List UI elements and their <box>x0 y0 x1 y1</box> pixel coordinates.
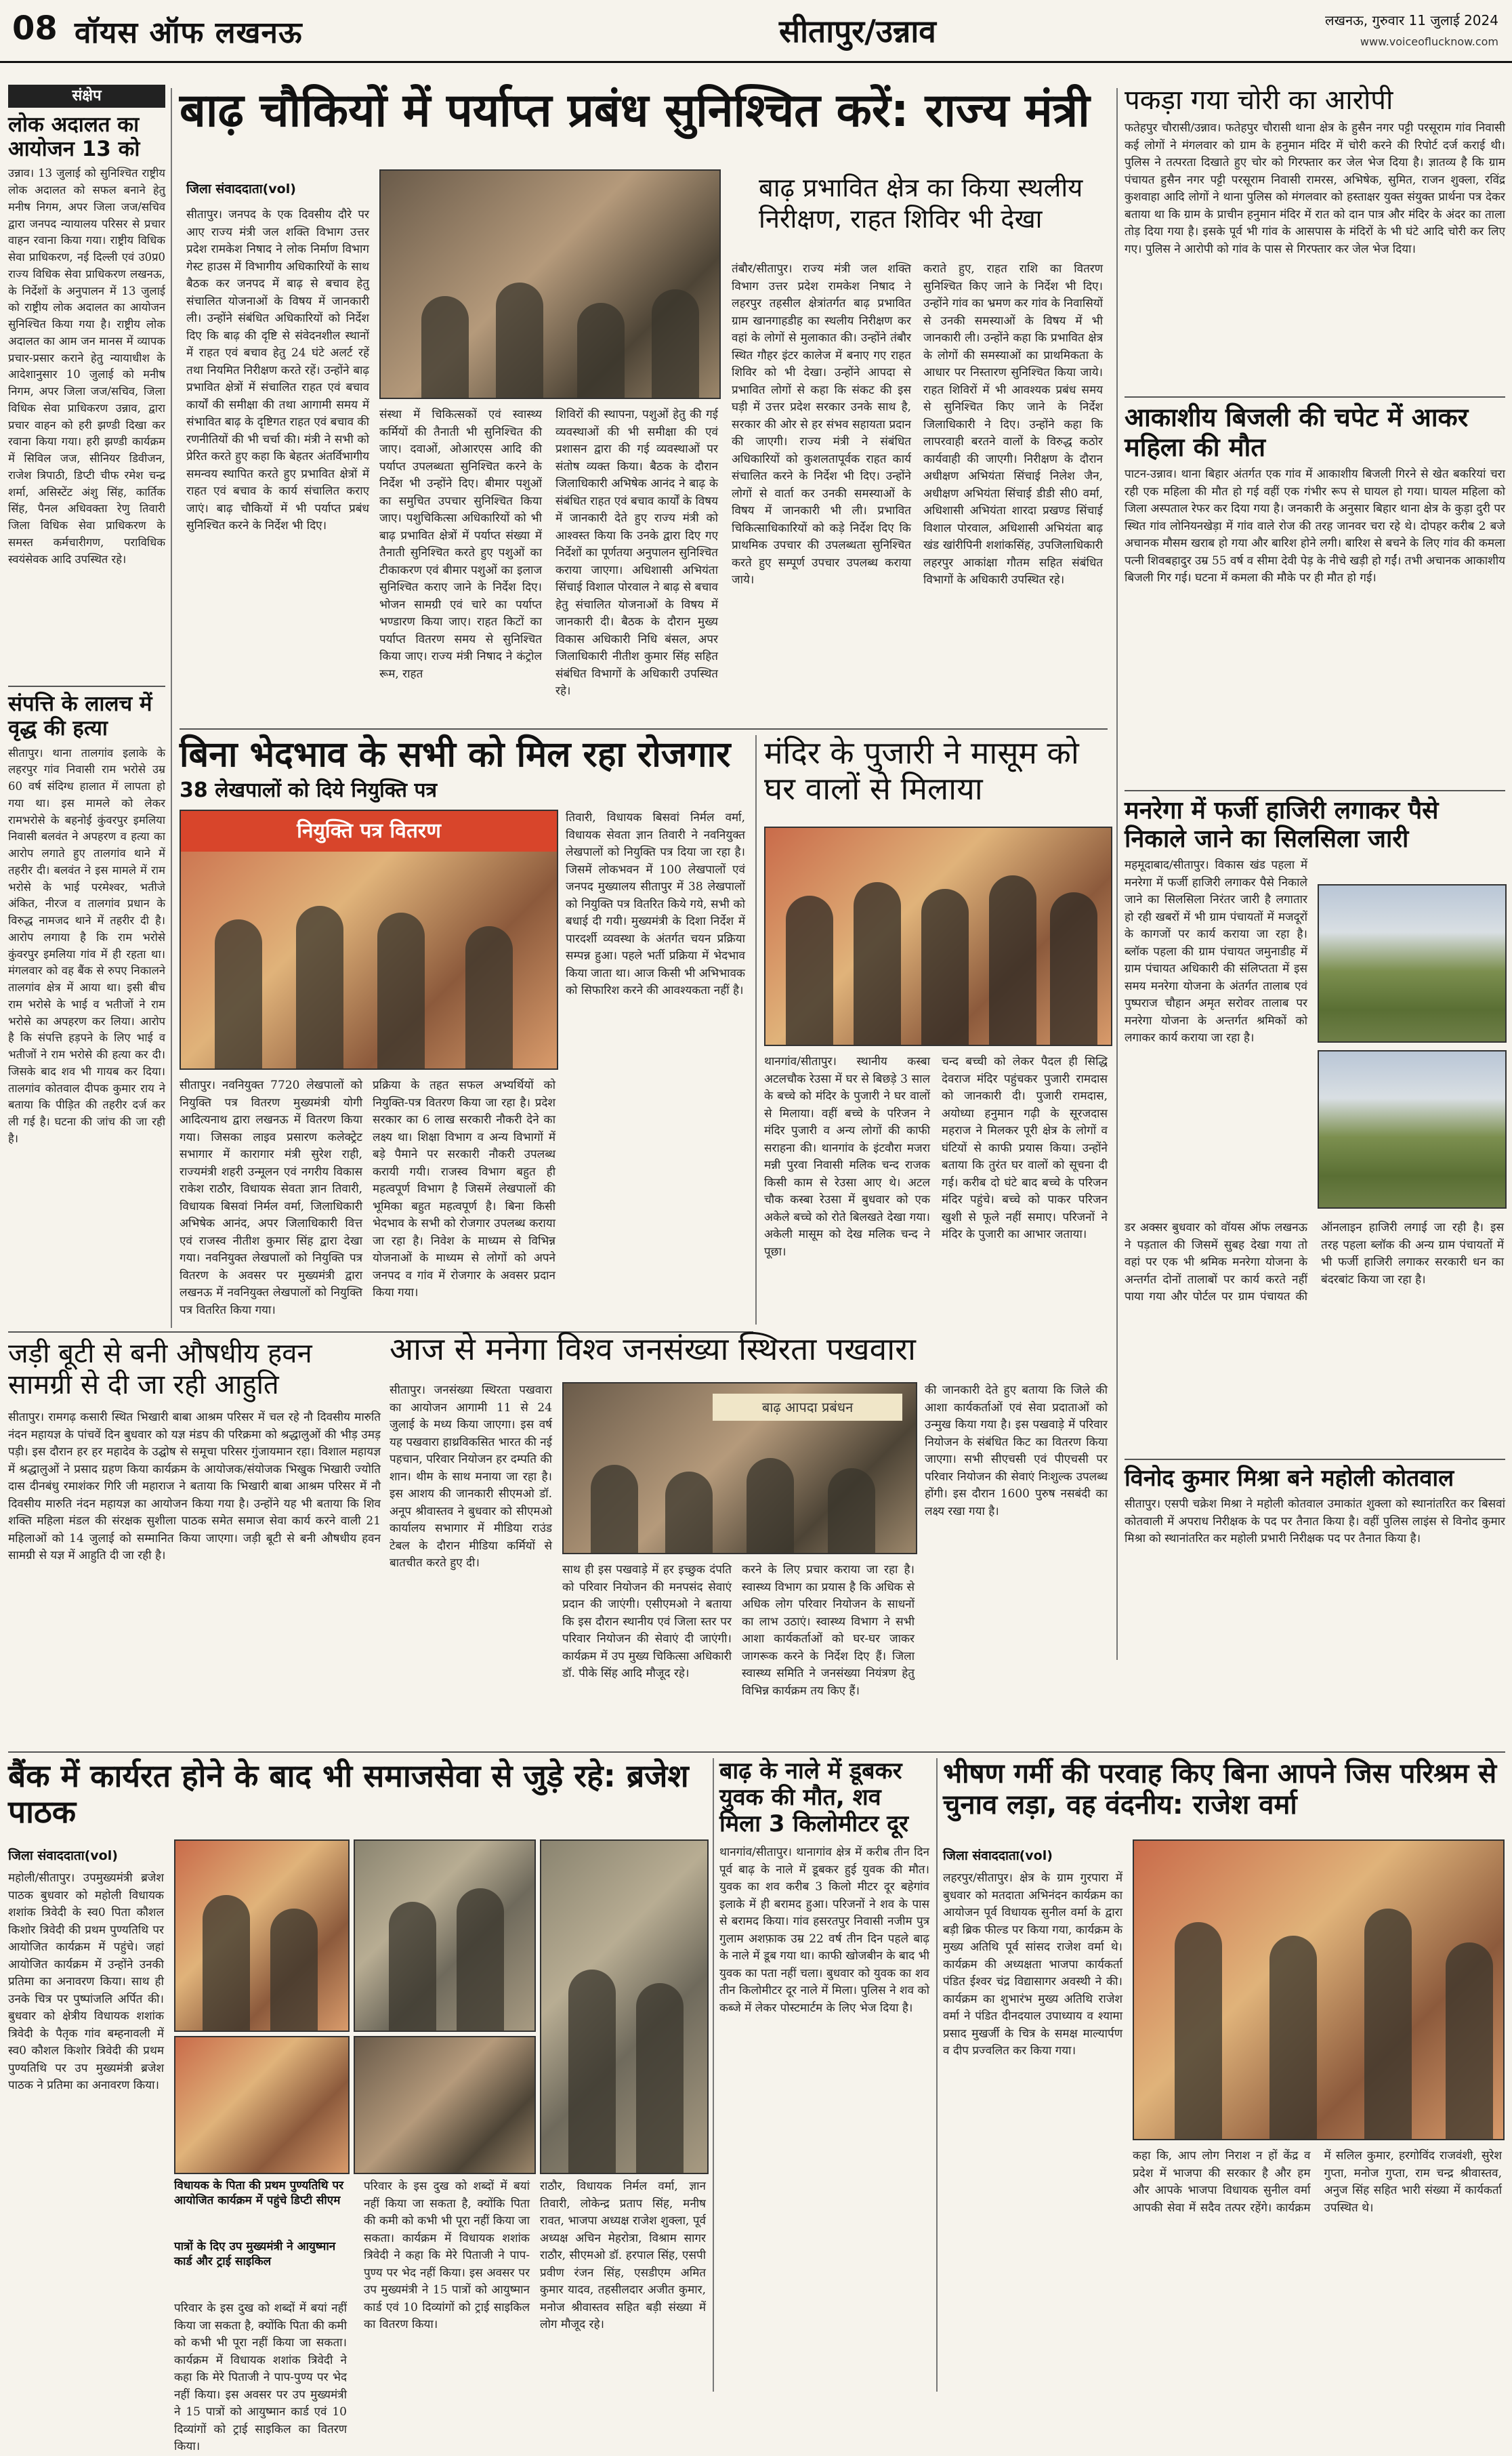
person-figure <box>577 303 625 398</box>
sankshep-label: संक्षेप <box>8 85 165 108</box>
mnrega-headline: मनरेगा में फर्जी हाजिरी लगाकर पैसे निकाले जाने का सिलसिला जारी <box>1125 797 1439 853</box>
priest-story <box>764 735 1110 1325</box>
person-figure <box>1269 1936 1317 2139</box>
person-figure <box>591 1465 638 1553</box>
section-name: सीतापुर/उन्नाव <box>779 13 936 49</box>
column-rule <box>713 1758 714 2392</box>
seminar-photo <box>562 1382 917 1554</box>
bank-photo <box>174 2036 350 2174</box>
person-figure <box>786 896 833 1045</box>
brief-headline: लोक अदालत का आयोजन 13 को <box>8 112 140 161</box>
heat-headline: भीषण गर्मी की परवाह किए बिना आपने जिस परिश्रम से चुनाव लड़ा, वह वंदनीय: राजेश वर्मा <box>943 1758 1497 1820</box>
bank-col-2b: परिवार के इस दुख को शब्दों में बयां नहीं किया जा सकता है, क्योंकि पिता की कमी को कभी भी पूरा नहीं किया जा सकता। कार्यक्रम में विधायक शशांक त्रिवेदी ने कहा कि मेरे पिताजी ने पाप-पुण्य पर भेद नहीं किया। इस अवसर पर उप मुख्यमंत्री ने 15 पात्रों को आयुष्मान कार्ड एवं 10 दिव्यांगों को ट्राई साइकिल का वितरण किया। <box>364 2180 530 2331</box>
person-figure <box>1050 892 1097 1045</box>
person-figure <box>296 906 343 1068</box>
jobs-subhead: 38 लेखपालों को दिये नियुक्ति पत्र <box>180 778 438 802</box>
divider <box>1125 790 1505 791</box>
byline: जिला संवाददाता(vol) <box>186 182 296 196</box>
right-column <box>1125 85 1505 1657</box>
bank-col-2: परिवार के इस दुख को शब्दों में बयां नहीं किया जा सकता है, क्योंकि पिता की कमी को कभी भी पूरा नहीं किया जा सकता। कार्यक्रम में विधायक शशांक त्रिवेदी ने कहा कि मेरे पिताजी ने पाप-पुण्य पर भेद नहीं किया। इस अवसर पर उप मुख्यमंत्री ने 15 पात्रों को आयुष्मान कार्ड एवं 10 दिव्यांगों को ट्राई साइकिल का वितरण किया। <box>174 2302 347 2453</box>
herbs-body: सीतापुर। रामगढ़ कसारी स्थित भिखारी बाबा आश्रम परिसर में चल रहे नौ दिवसीय मारुति नंदन महायज्ञ के पांचवें दिन बुधवार को यज्ञ मंडप की परिक्रमा को श्रद्धालुओं की भीड़ उमड़ पड़ी। इस दौरान हर हर महादेव के उद्घोष से समूचा परिसर गुंजायमान रहा। विशाल महायज्ञ में श्रद्धालुओं ने प्रसाद ग्रहण किया कार्यक्रम के आयोजक/संयोजक भिखुक भिखारी ज्योति दास दीनबंधु रमाशंकर गिरि जी महाराज ने बताया कि भिखारी बाबा आश्रम परिसर में नौ दिवसीय मारुति नंदन महायज्ञ का आयोजन किया गया है। उन्होंने यह भी बताया कि शिव शक्ति महिला मंडल की संरक्षक सुशीला पाठक समेत समाज सेवा कार्य करने वाली 21 महिलाओं को 14 जुलाई को सम्मानित किया जाएगा। जड़ी बूटी से बनी औषधीय हवन सामग्री से यज्ञ में आहुति दी जा रही है। <box>8 1411 381 1562</box>
population-story <box>390 1331 1111 1745</box>
page-number: 08 <box>12 9 58 47</box>
masthead <box>0 0 1512 63</box>
person-figure <box>496 283 543 398</box>
brief-headline: संपत्ति के लालच में वृद्ध की हत्या <box>8 692 152 741</box>
heat-photo <box>1133 1839 1505 2140</box>
thief-headline: पकड़ा गया चोरी का आरोपी <box>1125 85 1393 116</box>
kotwal-body: सीतापुर। एसपी चक्रेश मिश्रा ने महोली कोतवाल उमाकांत शुक्ला को स्थानांतरित कर बिसवां कोतवाली में अपराध निरीक्षक के पद पर तैनात किया है। वहीं पुलिस लाइंस से विनोद कुमार मिश्रा को स्थानांतरित कर महोली प्रभारी निरीक्षक पद पर तैनात किया है। <box>1125 1497 1505 1546</box>
person-figure <box>270 1909 318 2031</box>
column-rule <box>1116 88 1118 1660</box>
person-figure <box>377 913 425 1068</box>
brief-body: सीतापुर। थाना तालगांव इलाके के लहरपुर गांव निवासी राम भरोसे उम्र 60 वर्ष संदिग्ध हालात में लापता हो गया था। इस मामले को लेकर रामभरोसे के बहनोई कुंवरपुर इमलिया निवासी बलवंत ने अपहरण व हत्या का आरोप लगाते हुए तालगांव थाने में तहरीर दी। बलवंत ने इस मामले में राम भरोसे के भाई परमेश्वर, भतीजे अंकित, नीरज व तालगांव प्रधान के विरुद्ध नामजद थाने में तहरीर दी है। आरोप लगाया है कि राम भरोसे कुंवरपुर इमलिया गांव में ही रहता था। मंगलवार को वह बैंक से रुपए निकालने तालगांव क्षेत्र में आया था। इसी बीच राम भरोसे के भाई व भतीजों ने राम भरोसे का अपहरण कर लिया। आरोप है कि संपत्ति हड़पने के लिए भाई व भतीजों ने राम भरोसे की हत्या कर दी। जिसके बाद शव भी गायब कर दिया। तालगांव कोतवाल दीपक कुमार राय ने बताया कि पीड़ित की तहरीर दर्ज कर ली गई है। घटना की जांच की जा रही है। <box>8 746 165 1145</box>
drown-story <box>719 1758 929 2392</box>
heat-col-1: लहरपुर/सीतापुर। क्षेत्र के ग्राम गुरपारा में बुधवार को मतदाता अभिनंदन कार्यक्रम का आयोजन पूर्व विधायक सुनील वर्मा के द्वारा बड़ी ब्रिक फील्ड पर किया गया, कार्यक्रम के मुख्य अतिथि पूर्व सांसद राजेश वर्मा थे। कार्यक्रम की अध्यक्षता भाजपा कार्यकर्ता पंडित ईश्वर चंद्र विद्यासागर अवस्थी ने की। कार्यक्रम का शुभारंभ मुख्य अतिथि राजेश वर्मा ने पंडित दीनदयाल उपाध्याय व श्यामा प्रसाद मुखर्जी के चित्र के समक्ष माल्यार्पण व दीप प्रज्वलित कर किया गया। <box>943 1871 1122 2058</box>
lead-col-2: संस्था में चिकित्सकों एवं स्वास्थ्य कर्मियों की तैनाती भी सुनिश्चित की जाए। दवाओं, ओआरएस आदि की पर्याप्त उपलब्धता सुनिश्चित करने के निर्देश भी उन्होंने दिए। बीमार पशुओं का समुचित उपचार सुनिश्चित किया जाए। पशुचिकित्सा अधिकारियों को भी बाढ़ प्रभावित क्षेत्रों में पर्याप्त संख्या में तैनाती सुनिश्चित करते हुए पशुओं का टीकाकरण एवं बीमार पशुओं का इलाज सुनिश्चित कराए जाने के निर्देश दिए। भोजन सामग्री एवं चारे का पर्याप्त भण्डारण किया जाए। राहत किटों का पर्याप्त वितरण समय से सुनिश्चित किया जाए। राज्य मंत्री निषाद ने कंट्रोल रूम, राहत <box>379 408 542 681</box>
heat-story <box>943 1758 1505 2392</box>
lead-col-5: कराते हुए, राहत राशि का वितरण सुनिश्चित किए जाने के निर्देश भी दिए। उन्होंने गांव का भ्रमण कर गांव के निवासियों से उनकी समस्याओं के विषय में भी जानकारी ली। उन्होंने कहा कि प्रभावित क्षेत्र के लोगों की समस्याओं का प्राथमिकता के आधार पर निस्तारण सुनिश्चित किया जाये। राहत शिविरों में भी आवश्यक प्रबंध समय से सुनिश्चित किए जाने के निर्देश जिलाधिकारी ने दिए। उन्होंने कहा कि लापरवाही बरतने वालों के विरुद्ध कठोर कार्यवाही की जाएगी। निरीक्षण के दौरान अधीक्षण अभियंता सिंचाई निलेश जैन, अधीक्षण अभियंता सिंचाई डीडी सी0 वर्मा, अधिशासी अभियंता शारदा प्रखण्ड सिंचाई विशाल पोरवाल, अधिशासी अभियंता बाढ़ खंड खांरीपिनी शशांकसिंह, उपजिलाधिकारी लहरपुर आकांक्षा गौतम सहित संबंधित विभागों के अधिकारी उपस्थित रहे। <box>923 262 1103 587</box>
jobs-headline: बिना भेदभाव के सभी को मिल रहा रोजगार <box>180 734 731 775</box>
column-rule <box>171 88 172 1328</box>
mnrega-block <box>1125 857 1505 1453</box>
lead-col-4: तंबौर/सीतापुर। राज्य मंत्री जल शक्ति विभाग उत्तर प्रदेश रामकेश निषाद ने लहरपुर तहसील क्षेत्रांतर्गत बाढ़ प्रभावित ग्राम खानगाहडीह का स्थलीय निरीक्षण कर वहां के लोगों से मुलाकात की। उन्होंने तंबौर स्थित गौहर इंटर कालेज में बनाए गए राहत शिविर को भी देखा। उन्होंने आपदा से प्रभावित लोगों से कहा कि संकट की इस घड़ी में उत्तर प्रदेश सरकार उनके साथ है, सरकार की ओर से हर संभव सहायता प्रदान की जाएगी। राज्य मंत्री ने संबंधित अधिकारियों को कुशलतापूर्वक राहत कार्य संचालित करने के निर्देश भी दिए। उन्होंने लोगों से वार्ता कर उनकी समस्याओं के विषय में जानकारी भी ली। प्रभावित चिकित्साधिकारियों को कड़े निर्देश दिए कि प्राथमिक उपचार की उपलब्धता सुनिश्चित करते हुए सम्पूर्ण उपचार उपलब्ध कराया जाये। <box>732 262 911 587</box>
lead-headline: बाढ़ चौकियों में पर्याप्त प्रबंध सुनिश्चित करें: राज्य मंत्री <box>180 84 1090 138</box>
person-figure <box>854 882 901 1045</box>
population-col-2: साथ ही इस पखवाड़े में हर इच्छुक दंपति को परिवार नियोजन की मनपसंद सेवाएं प्रदान की जाएंगी। एसीएमओ ने बताया कि इस दौरान स्थानीय एवं जिला स्तर पर परिवार नियोजन की सेवाएं दी जाएंगी। कार्यक्रम में उप मुख्य चिकित्सा अधिकारी डॉ. पीके सिंह आदि मौजूद रहे। <box>562 1563 732 1680</box>
jobs-col-2: प्रक्रिया के तहत सफल अभ्यर्थियों को नियुक्ति-पत्र वितरण किया जा रहा है। प्रदेश सरकार का 6 लाख सरकारी नौकरी देने का लक्ष्य था। शिक्षा विभाग व अन्य विभागों में बड़े पैमाने पर सरकारी नौकरी उपलब्ध करायी गयी। राजस्व विभाग बहुत ही महत्वपूर्ण विभाग है जिसमें लेखपालों की भूमिका बहुत महत्वपूर्ण है। बिना किसी भेदभाव के सभी को रोजगार उपलब्ध कराया जा रहा है। निवेश के माध्यम से विभिन्न योजनाओं के माध्यम से लोगों को अपने जनपद व गांव में रोजगार के अवसर प्रदान किया गया। <box>373 1079 555 1299</box>
person-figure <box>457 1888 504 2031</box>
priest-col-2: चन्द बच्ची को लेकर पैदल ही सिद्धि देवराज मंदिर पहुंचकर पुजारी रामदास को जानकारी दी। पुजारी रामदास, अयोध्या हनुमान गढ़ी के सूरजदास महराज ने मिलकर पूरी क्षेत्र के लोगों व घंटियों से काफी प्रयास किया। उन्होंने बताया कि तुरंत घर वालों को सूचना दी गई। करीब दो घंटे बाद बच्चे के परिजन मंदिर पहुंचे। बच्चे को पाकर परिजन खुशी से फूले नहीं समाए। परिजनों ने मंदिर के पुजारी का आभार जताया। <box>942 1055 1108 1241</box>
person-figure <box>421 296 469 398</box>
person-figure <box>389 1902 436 2031</box>
bank-col-1: महोली/सीतापुर। उपमुख्यमंत्री ब्रजेश पाठक बुधवार को महोली विधायक शशांक त्रिवेदी के स्व0 पिता कौशल किशोर त्रिवेदी की प्रथम पुण्यतिथि पर आयोजित कार्यक्रम में पहुंचे। जहां आयोजित कार्यक्रम में उन्होंने उनकी प्रतिमा का अनावरण किया। साथ ही उनके चित्र पर पुष्पांजलि अर्पित की। बुधवार को क्षेत्रीय विधायक शशांक त्रिवेदी के पैतृक गांव बम्हनावली में स्व0 कौशल किशोर त्रिवेदी की प्रथम पुण्यतिथि पर उप मुख्यमंत्री ब्रजेश पाठक ने प्रतिमा का अनावरण किया। <box>8 1871 164 2092</box>
byline: जिला संवाददाता(vol) <box>8 1848 118 1863</box>
bank-photo <box>354 1839 536 2032</box>
bank-headline: बैंक में कार्यरत होने के बाद भी समाजसेवा से जुड़े रहे: ब्रजेश पाठक <box>8 1757 689 1830</box>
person-figure <box>568 1970 616 2173</box>
heat-col-2: कहा कि, आप लोग निराश न हों केंद्र व प्रदेश में भाजपा की सरकार है और हम और आपके भाजपा विधायक सुनील वर्मा आपकी सेवा में सदैव तत्पर रहेंगे। कार्यक्रम में सलिल कुमार, हरगोविंद राजवंशी, सुरेश गुप्ता, मनोज गुप्ता, राम चन्द्र श्रीवास्तव, अनुज सिंह सहित भारी संख्या में कार्यकर्ता उपस्थित थे। <box>1133 2149 1502 2215</box>
photo-caption: विधायक के पिता की प्रथम पुण्यतिथि पर आयोजित कार्यक्रम में पहुंचे डिप्टी सीएम <box>174 2179 344 2208</box>
sankshep-column <box>8 85 165 1328</box>
lead-col-1: सीतापुर। जनपद के एक दिवसीय दौरे पर आए राज्य मंत्री जल शक्ति विभाग उत्तर प्रदेश रामकेश निषाद ने लोक निर्माण विभाग गेस्ट हाउस में विभागीय अधिकारियों के साथ बैठक कर जनपद में बाढ़ से बचाव हेतु संचालित योजनाओं के विषय में जानकारी ली। उन्होंने संबंधित अधिकारियों को निर्देश दिए कि बाढ़ की दृष्टि से संवेदनशील स्थानों में राहत एवं बचाव हेतु 24 घंटे अलर्ट रहें तथा नियमित निरीक्षण करते रहें। उन्होंने बाढ़ प्रभावित क्षेत्रों में संचालित राहत एवं बचाव कार्यों की समीक्षा की तथा आगामी समय में संभावित बाढ़ के दृष्टिगत राहत एवं बचाव की रणनीतियों की भी चर्चा की। मंत्री ने सभी को प्रेरित करते हुए कहा कि बेहतर अंतर्विभागीय समन्वय स्थापित करते हुए प्रभावित क्षेत्रों में राहत एवं बचाव के कार्य संचालित कराए जाएं। बाढ़ चौकियों में भी पर्याप्त प्रबंध सुनिश्चित करने के निर्देश भी दिए। <box>186 208 369 533</box>
pond-photo <box>1318 884 1507 1043</box>
lightning-headline: आकाशीय बिजली की चपेट में आकर महिला की मौत <box>1125 402 1469 462</box>
meeting-photo <box>379 169 721 399</box>
population-col-3: करने के लिए प्रचार कराया जा रहा है। स्वास्थ्य विभाग का प्रयास है कि अधिक से अधिक लोग परिवार नियोजन के साधनों का लाभ उठाएं। स्वास्थ्य विभाग ने सभी आशा कार्यकर्ताओं को घर-घर जाकर जागरूक करने के निर्देश दिए हैं। जिला स्वास्थ्य समिति ने जनसंख्या नियंत्रण हेतु विभिन्न कार्यक्रम तय किए हैं। <box>742 1563 915 1698</box>
divider <box>1125 396 1505 398</box>
bank-photo <box>174 1839 350 2032</box>
person-figure <box>652 289 699 398</box>
bank-col-3: राठौर, विधायक निर्मल वर्मा, ज्ञान तिवारी, लोकेन्द्र प्रताप सिंह, मनीष रावत, भाजपा अध्यक्ष राजेश शुक्ला, पूर्व अध्यक्ष अचिन मेहरोत्रा, विश्राम सागर राठौर, सीएमओ डॉ. हरपाल सिंह, एसपी प्रवीण रंजन सिंह, एसडीएम अमित कुमार यादव, तहसीलदार अजीत कुमार, मनोज श्रीवास्तव सहित बड़ी संख्या में लोग मौजूद रहे। <box>540 2180 706 2331</box>
lead-story <box>180 85 1108 728</box>
population-headline: आज से मनेगा विश्व जनसंख्या स्थिरता पखवारा <box>390 1331 916 1367</box>
person-figure <box>1175 1922 1222 2139</box>
person-figure <box>989 875 1036 1045</box>
person-figure <box>636 1983 684 2173</box>
person-figure <box>747 1458 794 1553</box>
jobs-col-1: सीतापुर। नवनियुक्त 7720 लेखपालों को नियुक्ति पत्र वितरण मुख्यमंत्री योगी आदित्यनाथ द्वारा लखनऊ में वितरण किया गया। जिसका लाइव प्रसारण कलेक्ट्रेट सभागार में कारागार मंत्री सुरेश राही, राज्यमंत्री शहरी उन्मूलन एवं नगरीय विकास राकेश राठौर, विधायक सेवता ज्ञान तिवारी, विधायक बिसवां निर्मल वर्मा, जिलाधिकारी अभिषेक आनंद, अपर जिलाधिकारी वित्त एवं राजस्व नीतीश कुमार सिंह द्वारा देखा गया। नवनियुक्त लेखपालों को नियुक्ति पत्र वितरण के अवसर पर मुख्यमंत्री द्वारा लखनऊ में नवनियुक्त लेखपालों को नियुक्ति पत्र वितरित किया गया। <box>180 1079 362 1317</box>
brand-name: वॉयस ऑफ लखनऊ <box>75 16 303 50</box>
divider <box>1125 1459 1505 1460</box>
person-figure <box>1446 1942 1493 2139</box>
priest-col-1: थानगांव/सीतापुर। स्थानीय कस्बा अटलचौक रेउसा में घर से बिछड़े 3 साल के बच्चे को मंदिर के पुजारी ने घर वालों से मिलाया। वहीं बच्चे के परिजन ने मंदिर पुजारी व अन्य लोगों की काफी सराहना की। थानगांव के इंटवौरा मजरा मन्नी पुरवा निवासी मलिक चन्द राजक किसी काम से रेउसा आए थे। अटल चौक कस्बा रेउसा में बुधवार को एक अकेले बच्चे को रोते बिलखते देखा गया। अकेली मासूम को देख मलिक चन्द ने पूछा। <box>764 1055 930 1259</box>
photo-banner: नियुक्ति पत्र वितरण <box>181 811 557 852</box>
divider <box>8 686 165 687</box>
mnrega-col-2: डर अक्सर बुधवार को वॉयस ऑफ लखनऊ ने पड़ताल की जिसमें सुबह देखा गया तो वहां पर एक भी श्रमिक मनरेगा योजना के अन्तर्गत दोनों तालाबों पर कार्य करते नहीं पाया गया और पोर्टल पर ग्राम पंचायत की ऑनलाइन हाजिरी लगाई जा रही है। इस तरह पहला ब्लॉक की अन्य ग्राम पंचायतों में भी फर्जी हाजिरी लगाकर सरकारी धन का बंदरबांट किया जा रहा है। <box>1125 1221 1504 1304</box>
person-figure <box>465 926 513 1068</box>
person-figure <box>921 889 969 1045</box>
bank-story <box>8 1757 706 2453</box>
lead-subhead: बाढ़ प्रभावित क्षेत्र का किया स्थलीय निरीक्षण, राहत शिविर भी देखा <box>759 173 1083 234</box>
jobs-col-3: तिवारी, विधायक बिसवां निर्मल वर्मा, विधायक सेवता ज्ञान तिवारी ने नवनियुक्त लेखपालों को नियुक्ति पत्र दिया जा रहा है। जिसमें लोकभवन में 100 लेखपालों एवं जनपद मुख्यालय सीतापुर में 38 लेखपालों को नियुक्ति पत्र वितरित किये गये, सभी को बधाई दी गयी। मुख्यमंत्री के दिशा निर्देश में पारदर्शी व्यवस्था के अंतर्गत चयन प्रक्रिया सम्पन्न हुआ। पहले भर्ती प्रक्रिया में भेदभाव किया जाता था। आज किसी भी अभिभावक को सिफारिश करने की आवश्यकता नहीं है। <box>566 811 745 997</box>
person-figure <box>203 1895 250 2031</box>
priest-photo <box>764 827 1112 1046</box>
bank-photo <box>354 2036 536 2174</box>
thief-body: फतेहपुर चौरासी/उन्नाव। फतेहपुर चौरासी थाना क्षेत्र के हुसैन नगर पट्टी परसूराम गांव निवासी कई लोगों ने मंगलवार को ग्राम के हनुमान मंदिर में चोरी करने की रिपोर्ट दर्ज कराई थी। पुलिस ने तत्परता दिखाते हुए चोर को गिरफ्तार कर जेल भेज दिया है। ज्ञातव्य है कि ग्राम पंचायत हुसैन नगर पट्टी परसूराम निवासी रामरस, अभिषेक, सुमित, राजन शुक्ला, रविंद्र कुशवाहा आदि लोगों ने थाना पुलिस को मंगलवार को हस्ताक्षर युक्त संयुक्त प्रार्थना पत्र देकर बताया था कि ग्राम के प्राचीन हनुमान मंदिर में रात को दान पात्र और मंदिर के अंदर का ताला तोड़ दिया गया है। इसके पूर्व भी गांव के आसपास के मंदिरों के भी घंटे आदि चोरी कर लिए गए। पुलिस ने आरोपी को गांव के पास से गिरफ्तार कर जेल भेज दिया। <box>1125 121 1505 256</box>
photo-caption: पात्रों के दिए उप मुख्यमंत्री ने आयुष्मान कार्ड और ट्राई साइकिल <box>174 2240 336 2269</box>
divider <box>8 1751 1505 1753</box>
divider <box>180 728 1108 730</box>
person-figure <box>215 919 262 1068</box>
person-figure <box>828 1468 875 1553</box>
pond-photo <box>1318 1050 1507 1209</box>
website-link[interactable]: www.voiceoflucknow.com <box>1360 35 1498 48</box>
mnrega-col-1: महमूदाबाद/सीतापुर। विकास खंड पहला में मनरेगा में फर्जी हाजिरी लगाकर पैसे निकाले जाने का सिलसिला निरंतर जारी है लगातार हो रही खबरों में भी ग्राम पंचायतों में मजदूरों के कागजों पर कार्य कराया जा रहा है। ब्लॉक पहला की ग्राम पंचायत जमुनाडीह में ग्राम पंचायत अधिकारी की संलिप्तता में इस समय मनरेगा योजना के अंतर्गत तालाब एवं पुष्पराज चौहान अमृत सरोवर तालाब पर मनरेगा योजना के अन्तर्गत श्रमिकों को लगाकर कार्य कराया जा रहा है। <box>1125 858 1307 1045</box>
banner-sign: बाढ़ आपदा प्रबंधन <box>713 1394 902 1421</box>
drown-headline: बाढ़ के नाले में डूबकर युवक की मौत, शव मिला 3 किलोमीटर दूर <box>719 1757 909 1838</box>
lightning-body: पाटन-उन्नाव। थाना बिहार अंतर्गत एक गांव में आकाशीय बिजली गिरने से खेत बकरियां चरा रही एक महिला की मौत हो गई वहीं एक गंभीर रूप से घायल हो गया। घायल महिला को जिला अस्पताल रेफर कर दिया गया है। जनकारी के अनुसार बिहार थाना क्षेत्र के कुड़ा दुरी पर स्थित गांव लोनियनखेड़ा में गांव वाले रोज की तरह जानवर चरा रहे थे। दोपहर करीब 2 बजे अचानक मौसम खराब हो गया और बारिश होने लगी। बारिश से बचने के लिए गांव की कमला पत्नी शिवबहादुर उम्र 55 वर्ष व सीमा देवी पेड़ के नीचे खड़ी हो गईं। तभी अचानक आकाशीय बिजली गिर गई। घटना में कमला की मौके पर ही मौत हो गई। <box>1125 467 1505 585</box>
jobs-photo <box>180 810 558 1070</box>
jobs-story <box>180 735 749 1325</box>
lead-col-3: शिविरों की स्थापना, पशुओं हेतु की गई व्यवस्थाओं की भी समीक्षा की एवं प्रशासन द्वारा की गई व्यवस्थाओं पर संतोष व्यक्त किया। बैठक के दौरान जिलाधिकारी अभिषेक आनंद ने बाढ़ के संबंधित राहत एवं बचाव कार्यों के विषय में जानकारी देते हुए राज्य मंत्री को आश्वस्त किया कि उनके द्वारा दिए गए निर्देशों का पूर्णतया अनुपालन सुनिश्चित कराया जाएगा। अधिशासी अभियंता सिंचाई विशाल पोरवाल ने बाढ़ से बचाव हेतु संचालित योजनाओं के विषय में जानकारी दी। बैठक के दौरान मुख्य विकास अधिकारी निधि बंसल, अपर जिलाधिकारी नीतीश कुमार सिंह सहित संबंधित विभागों के अधिकारी उपस्थित रहे। <box>555 408 718 698</box>
column-rule <box>755 735 757 1325</box>
drown-body: थानगांव/सीतापुर। थानागांव क्षेत्र में करीब तीन दिन पूर्व बाढ़ के नाले में डूबकर हुई युवक की मौत। युवक का शव करीब 3 किलो मीटर दूर बहेगांव इलाके में ही बरामद हुआ। परिजनों ने शव के पास से बरामद किया। गांव हसरतपुर निवासी नजीम पुत्र गुलाम अशफ़ाक उम्र 22 वर्ष तीन दिन पहले बाढ़ के नाले में डूब गया था। काफी खोजबीन के बाद भी युवक का पता नहीं चला। बुधवार को युवक का शव तीन किलोमीटर दूर नाले में मिला। पुलिस ने शव को कब्जे में लेकर पोस्टमार्टम के लिए भेज दिया है। <box>719 1846 929 2015</box>
byline: जिला संवाददाता(vol) <box>943 1848 1053 1863</box>
population-col-1: सीतापुर। जनसंख्या स्थिरता पखवारा का आयोजन आगामी 11 से 24 जुलाई के मध्य किया जाएगा। इस वर्ष यह पखवारा हाथ्रविकसित भारत की नई पहचान, परिवार नियोजन हर दम्पति की शान। थीम के साथ मनाया जा रहा है। इस आशय की जानकारी सीएमओ डॉ. अनूप श्रीवास्तव ने बुधवार को सीएमओ कार्यालय सभागार में मीडिया राउंड टेबल के दौरान मीडिया कर्मियों से बातचीत करते हुए दी। <box>390 1383 552 1570</box>
person-figure <box>665 1472 713 1553</box>
issue-date: लखनऊ, गुरुवार 11 जुलाई 2024 <box>1325 12 1498 28</box>
brief-body: उन्नाव। 13 जुलाई को सुनिश्चित राष्ट्रीय लोक अदालत को सफल बनाने हेतु मनीष निगम, अपर जिला जज/सचिव द्वारा जनपद न्यायालय परिसर से प्रचार वाहन रवाना किया गया। राष्ट्रीय विधिक सेवा प्राधिकरण, नई दिल्ली एवं उ0प्र0 राज्य विधिक सेवा प्राधिकरण लखनऊ, के निर्देशों के अनुपालन में 13 जुलाई को राष्ट्रीय लोक अदालत का आयोजन सुनिश्चित किया गया है। राष्ट्रीय लोक अदालत का आम जन मानस में व्यापक प्रचार-प्रसार कराने हेतु न्यायाधीश के आदेशानुसार 10 जुलाई को मनीष निगम, अपर जिला जज/सचिव, जिला विधिक सेवा प्राधिकरण उन्नाव, द्वारा प्रचार वाहन को हरी झण्डी दिखा कर रवाना किया गया। हरी झण्डी कार्यक्रम में सिविल जज, सीनियर डिवीजन, राजेश त्रिपाठी, डिप्टी चीफ रमेश चन्द्र शर्मा, असिस्टेंट अंशु सिंह, कार्तिक सिंह, पैनल अधिवक्ता रेणु तिवारी जिला विधिक सेवा प्राधिकरण के समस्त कर्मचारीगण, पराविधिक स्वयंसेवक आदि उपस्थित रहे। <box>8 167 165 566</box>
person-figure <box>1364 1909 1412 2139</box>
herbs-headline: जड़ी बूटी से बनी औषधीय हवन सामग्री से दी जा रही आहुति <box>8 1338 312 1400</box>
bank-photo <box>540 1839 709 2174</box>
priest-headline: मंदिर के पुजारी ने मासूम को घर वालों से मिलाया <box>764 734 1079 807</box>
column-rule <box>936 1758 938 2392</box>
population-col-4: की जानकारी देते हुए बताया कि जिले की आशा कार्यकर्ताओं एवं सेवा प्रदाताओं को उन्मुख किया गया है। इस पखवाड़े में परिवार नियोजन के संबंधित किट का वितरण किया जाएगा। सभी सीएचसी एवं पीएचसी पर परिवार नियोजन की सेवाएं निःशुल्क उपलब्ध होंगी। इस दौरान 1600 पुरुष नसबंदी का लक्ष्य रखा गया है। <box>925 1383 1108 1518</box>
kotwal-headline: विनोद कुमार मिश्रा बने महोली कोतवाल <box>1125 1465 1454 1493</box>
